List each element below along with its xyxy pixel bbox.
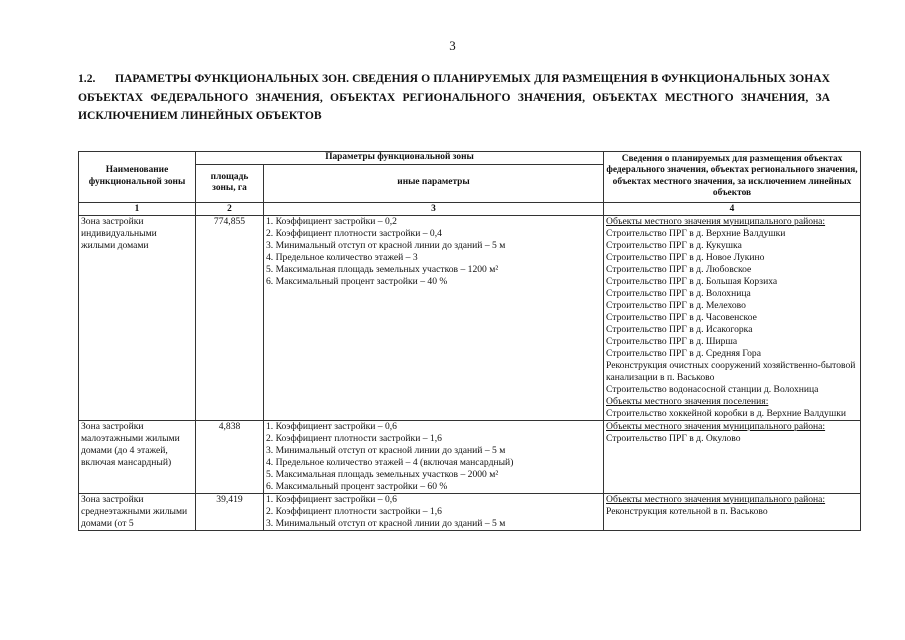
object-item: Строительство ПРГ в д. Любовское: [606, 263, 752, 275]
zone-area: 39,419: [196, 493, 264, 530]
object-item: Строительство ПРГ в д. Часовенское: [606, 311, 757, 323]
planned-objects: [604, 420, 861, 493]
objects-section-heading: Объекты местного значения муниципального района:: [606, 493, 826, 505]
param-item: 2. Коэффициент плотности застройки – 0,4: [266, 227, 442, 239]
object-item: Строительство ПРГ в д. Ширша: [606, 335, 738, 347]
section-number: 1.2.: [78, 72, 96, 85]
object-item: Строительство ПРГ в д. Средняя Гора: [606, 347, 761, 359]
zone-params: [264, 493, 604, 530]
header-other-params: иные параметры: [264, 164, 604, 202]
object-item: Строительство ПРГ в д. Новое Лукино: [606, 251, 765, 263]
zone-params: [264, 420, 604, 493]
header-zone-name: Наименование функциональной зоны: [79, 152, 196, 203]
header-params-group: Параметры функциональной зоны: [196, 152, 604, 165]
objects-section-heading: Объекты местного значения поселения:: [606, 395, 769, 407]
param-item: 5. Максимальная площадь земельных участков – 2000 м²: [266, 468, 499, 480]
column-number: 2: [196, 202, 264, 215]
param-item: 6. Максимальный процент застройки – 40 %: [266, 275, 448, 287]
param-item: 2. Коэффициент плотности застройки – 1,6: [266, 505, 442, 517]
zone-area: 774,855: [196, 215, 264, 420]
header-area: площадь зоны, га: [196, 164, 264, 202]
column-number: 3: [264, 202, 604, 215]
object-item: Строительство ПРГ в д. Волохница: [606, 287, 751, 299]
object-item: Строительство ПРГ в д. Мелехово: [606, 299, 746, 311]
param-item: 3. Минимальный отступ от красной линии до зданий – 5 м: [266, 517, 506, 529]
planned-objects: [604, 215, 861, 420]
object-item: Реконструкция очистных сооружений хозяйственно-бытовой канализации в п. Васьково: [606, 359, 856, 383]
objects-section-heading: Объекты местного значения муниципального района:: [606, 215, 826, 227]
page-number: 3: [449, 38, 456, 53]
object-item: Строительство ПРГ в д. Большая Корзиха: [606, 275, 778, 287]
table-row: [79, 420, 861, 493]
object-item: Строительство ПРГ в д. Кукушка: [606, 239, 742, 251]
param-item: 6. Максимальный процент застройки – 60 %: [266, 480, 448, 492]
zone-params: [264, 215, 604, 420]
param-item: 3. Минимальный отступ от красной линии до зданий – 5 м: [266, 239, 506, 251]
column-number: 1: [79, 202, 196, 215]
object-item: Строительство ПРГ в д. Исакогорка: [606, 323, 753, 335]
table-row: [79, 215, 861, 420]
param-item: 4. Предельное количество этажей – 4 (включая мансардный): [266, 456, 514, 468]
param-item: 5. Максимальная площадь земельных участков – 1200 м²: [266, 263, 499, 275]
zone-parameters-table: [78, 151, 861, 531]
objects-section-heading: Объекты местного значения муниципального района:: [606, 420, 826, 432]
param-item: 1. Коэффициент застройки – 0,6: [266, 493, 397, 505]
planned-objects: [604, 493, 861, 530]
section-heading: [78, 70, 830, 126]
header-planned-objects: Сведения о планируемых для размещения объектах федерального значения, объектах регионального значения, объектах местного значения, за исключением линейных объектов: [604, 152, 861, 203]
param-item: 1. Коэффициент застройки – 0,6: [266, 420, 397, 432]
zone-name: Зона застройки малоэтажными жилыми домами (до 4 этажей, включая мансардный): [79, 420, 196, 493]
section-title: ПАРАМЕТРЫ ФУНКЦИОНАЛЬНЫХ ЗОН. СВЕДЕНИЯ О ПЛАНИРУЕМЫХ ДЛЯ РАЗМЕЩЕНИЯ В ФУНКЦИОНАЛЬНЫХ ЗОНАХ ОБЪЕКТАХ ФЕДЕРАЛЬНОГО ЗНАЧЕНИЯ, ОБЪЕКТАХ РЕГИОНАЛЬНОГО ЗНАЧЕНИЯ, ОБЪЕКТАХ МЕСТНОГО ЗНАЧЕНИЯ, ЗА ИСКЛЮЧЕНИЕМ ЛИНЕЙНЫХ ОБЪЕКТОВ: [78, 72, 830, 122]
object-item: Строительство ПРГ в д. Верхние Валдушки: [606, 227, 786, 239]
table-row: [79, 493, 861, 530]
object-item: Строительство хоккейной коробки в д. Верхние Валдушки: [606, 407, 847, 419]
param-item: 2. Коэффициент плотности застройки – 1,6: [266, 432, 442, 444]
column-number: 4: [604, 202, 861, 215]
object-item: Строительство ПРГ в д. Окулово: [606, 432, 741, 444]
zone-area: 4,838: [196, 420, 264, 493]
zone-name: Зона застройки индивидуальными жилыми домами: [79, 215, 196, 420]
zone-name: Зона застройки среднеэтажными жилыми домами (от 5: [79, 493, 196, 530]
object-item: Строительство водонасосной станции д. Волохница: [606, 383, 819, 395]
object-item: Реконструкция котельной в п. Васьково: [606, 505, 768, 517]
param-item: 3. Минимальный отступ от красной линии до зданий – 5 м: [266, 444, 506, 456]
param-item: 1. Коэффициент застройки – 0,2: [266, 215, 397, 227]
param-item: 4. Предельное количество этажей – 3: [266, 251, 418, 263]
